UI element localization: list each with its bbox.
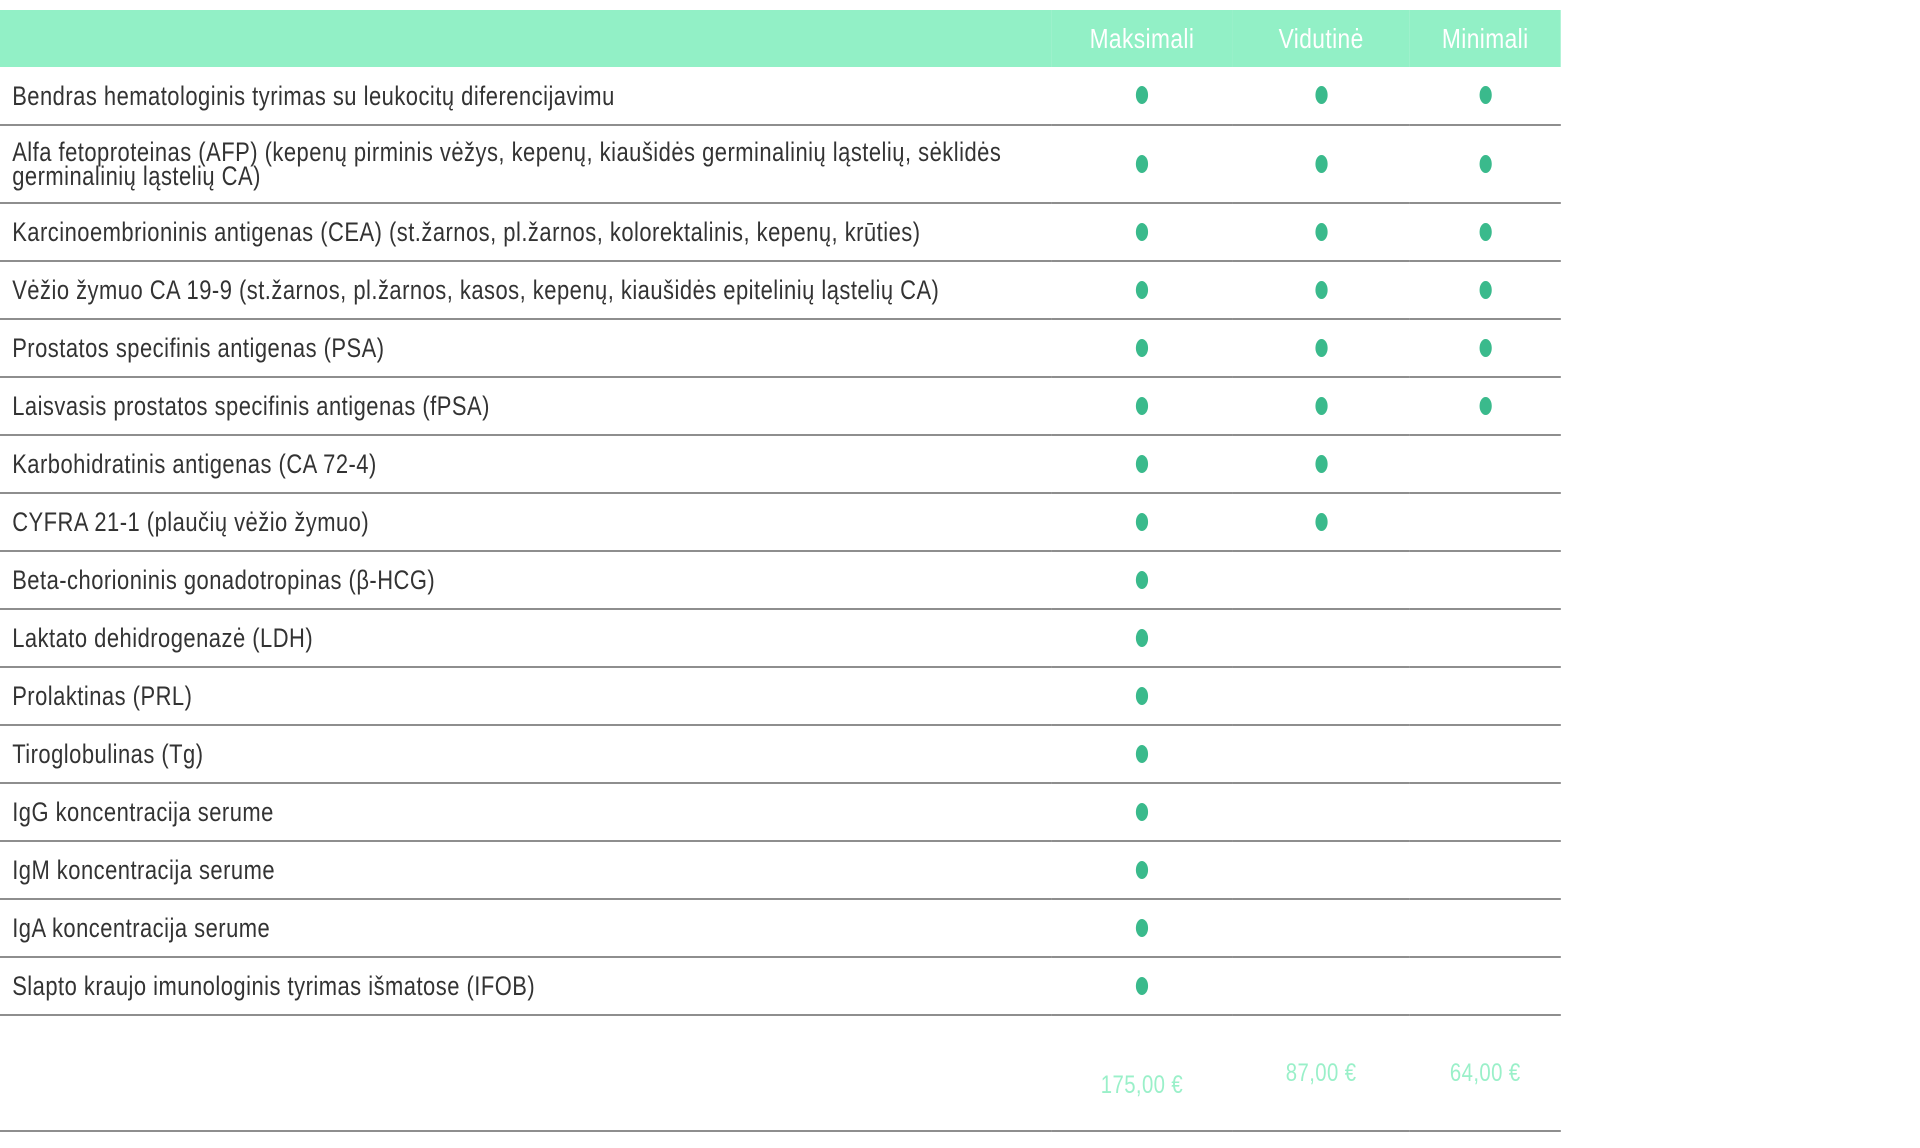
table-row (0, 67, 1920, 125)
inclusion-cell-minimal (1410, 261, 1561, 319)
included-dot-icon (1479, 223, 1491, 241)
table-row (0, 725, 1920, 783)
price-maximal: 175,00 € (1100, 1070, 1184, 1099)
inclusion-cell-maximal (1051, 125, 1232, 203)
inclusion-cell-minimal (1410, 125, 1561, 203)
included-dot-icon (1136, 977, 1148, 995)
inclusion-cell-maximal (1051, 551, 1232, 609)
inclusion-cell-minimal (1410, 435, 1561, 493)
inclusion-cell-minimal (1410, 725, 1561, 783)
included-dot-icon (1479, 397, 1491, 415)
inclusion-cell-maximal (1051, 609, 1232, 667)
included-dot-icon (1315, 223, 1327, 241)
inclusion-cell-medium (1233, 551, 1410, 609)
included-dot-icon (1315, 339, 1327, 357)
table-row (0, 899, 1920, 957)
row-gap (1561, 667, 1920, 725)
test-name: Tiroglobulinas (Tg) (0, 725, 1051, 783)
test-name: Laktato dehidrogenazė (LDH) (0, 609, 1051, 667)
table-row (0, 493, 1920, 551)
test-name: Slapto kraujo imunologinis tyrimas išmatose (IFOB) (0, 957, 1051, 1015)
table-row (0, 667, 1920, 725)
row-gap (1561, 551, 1920, 609)
inclusion-cell-maximal (1051, 725, 1232, 783)
inclusion-cell-medium (1233, 261, 1410, 319)
inclusion-cell-minimal (1410, 899, 1561, 957)
test-name: Karcinoembrioninis antigenas (CEA) (st.žarnos, pl.žarnos, kolorektalinis, kepenų, krūties) (0, 203, 1051, 261)
inclusion-cell-maximal (1051, 435, 1232, 493)
test-name: Beta-chorioninis gonadotropinas (β-HCG) (0, 551, 1051, 609)
inclusion-cell-medium (1233, 667, 1410, 725)
row-gap (1561, 67, 1920, 125)
row-gap (1561, 899, 1920, 957)
inclusion-cell-medium (1233, 899, 1410, 957)
column-header-maximal: Maksimali (1051, 10, 1232, 67)
table-row (0, 957, 1920, 1015)
test-name: Prostatos specifinis antigenas (PSA) (0, 319, 1051, 377)
column-header-medium: Vidutinė (1233, 10, 1410, 67)
inclusion-cell-medium (1233, 203, 1410, 261)
included-dot-icon (1136, 281, 1148, 299)
inclusion-cell-maximal (1051, 377, 1232, 435)
inclusion-cell-maximal (1051, 841, 1232, 899)
included-dot-icon (1136, 455, 1148, 473)
test-name: IgA koncentracija serume (0, 899, 1051, 957)
inclusion-cell-minimal (1410, 667, 1561, 725)
included-dot-icon (1479, 339, 1491, 357)
inclusion-cell-maximal (1051, 899, 1232, 957)
included-dot-icon (1136, 861, 1148, 879)
included-dot-icon (1136, 919, 1148, 937)
row-gap (1561, 203, 1920, 261)
table-row (0, 319, 1920, 377)
table-row (0, 203, 1920, 261)
inclusion-cell-medium (1233, 609, 1410, 667)
inclusion-cell-maximal (1051, 957, 1232, 1015)
inclusion-cell-medium (1233, 725, 1410, 783)
included-dot-icon (1136, 339, 1148, 357)
included-dot-icon (1136, 223, 1148, 241)
inclusion-cell-minimal (1410, 957, 1561, 1015)
table-header (0, 10, 1920, 67)
included-dot-icon (1136, 687, 1148, 705)
included-dot-icon (1315, 86, 1327, 104)
table-row (0, 125, 1920, 203)
column-header-minimal: Minimali (1410, 10, 1561, 67)
table-row (0, 551, 1920, 609)
included-dot-icon (1136, 513, 1148, 531)
inclusion-cell-minimal (1410, 783, 1561, 841)
price-medium: 87,00 € (1285, 1058, 1357, 1087)
included-dot-icon (1136, 745, 1148, 763)
included-dot-icon (1136, 629, 1148, 647)
test-name: IgM koncentracija serume (0, 841, 1051, 899)
included-dot-icon (1479, 155, 1491, 173)
included-dot-icon (1315, 155, 1327, 173)
price-cell-maximal (1051, 1015, 1232, 1131)
comparison-table (0, 10, 1920, 1132)
row-gap (1561, 319, 1920, 377)
table-row (0, 841, 1920, 899)
row-gap (1561, 841, 1920, 899)
included-dot-icon (1315, 281, 1327, 299)
test-name: Prolaktinas (PRL) (0, 667, 1051, 725)
inclusion-cell-minimal (1410, 841, 1561, 899)
inclusion-cell-medium (1233, 783, 1410, 841)
row-gap (1561, 377, 1920, 435)
inclusion-cell-medium (1233, 67, 1410, 125)
row-gap (1561, 435, 1920, 493)
test-name: Bendras hematologinis tyrimas su leukocitų diferencijavimu (0, 67, 1051, 125)
inclusion-cell-maximal (1051, 261, 1232, 319)
inclusion-cell-minimal (1410, 551, 1561, 609)
included-dot-icon (1136, 571, 1148, 589)
inclusion-cell-medium (1233, 319, 1410, 377)
inclusion-cell-maximal (1051, 203, 1232, 261)
inclusion-cell-minimal (1410, 493, 1561, 551)
included-dot-icon (1479, 86, 1491, 104)
table-row (0, 609, 1920, 667)
inclusion-cell-minimal (1410, 203, 1561, 261)
price-cell-medium (1233, 1015, 1410, 1131)
included-dot-icon (1136, 86, 1148, 104)
price-cell-minimal (1410, 1015, 1561, 1131)
header-blank-cell (0, 10, 1051, 67)
price-row (0, 1015, 1920, 1131)
included-dot-icon (1315, 513, 1327, 531)
test-name: Karbohidratinis antigenas (CA 72-4) (0, 435, 1051, 493)
price-label-cell (0, 1015, 1051, 1131)
table-row (0, 783, 1920, 841)
row-gap (1561, 609, 1920, 667)
inclusion-cell-medium (1233, 125, 1410, 203)
test-name: Alfa fetoproteinas (AFP) (kepenų pirminis vėžys, kepenų, kiaušidės germinalinių ląstelių, sėklidės germinalinių ląstelių CA) (0, 125, 1051, 203)
row-gap (1561, 493, 1920, 551)
inclusion-cell-maximal (1051, 319, 1232, 377)
inclusion-cell-minimal (1410, 319, 1561, 377)
inclusion-cell-maximal (1051, 783, 1232, 841)
test-name: Vėžio žymuo CA 19-9 (st.žarnos, pl.žarnos, kasos, kepenų, kiaušidės epitelinių ląstelių CA) (0, 261, 1051, 319)
test-name: Laisvasis prostatos specifinis antigenas (fPSA) (0, 377, 1051, 435)
included-dot-icon (1479, 281, 1491, 299)
inclusion-cell-maximal (1051, 67, 1232, 125)
inclusion-cell-maximal (1051, 493, 1232, 551)
table-row (0, 261, 1920, 319)
test-name: CYFRA 21-1 (plaučių vėžio žymuo) (0, 493, 1051, 551)
row-gap (1561, 725, 1920, 783)
included-dot-icon (1136, 155, 1148, 173)
inclusion-cell-medium (1233, 435, 1410, 493)
included-dot-icon (1136, 397, 1148, 415)
inclusion-cell-medium (1233, 377, 1410, 435)
included-dot-icon (1315, 455, 1327, 473)
package-comparison (0, 10, 1560, 1132)
inclusion-cell-maximal (1051, 667, 1232, 725)
inclusion-cell-medium (1233, 841, 1410, 899)
inclusion-cell-minimal (1410, 377, 1561, 435)
inclusion-cell-medium (1233, 957, 1410, 1015)
row-gap (1561, 957, 1920, 1015)
row-gap (1561, 261, 1920, 319)
table-body (0, 67, 1920, 1131)
inclusion-cell-minimal (1410, 609, 1561, 667)
inclusion-cell-medium (1233, 493, 1410, 551)
price-minimal: 64,00 € (1449, 1058, 1521, 1087)
included-dot-icon (1136, 803, 1148, 821)
header-gap (1561, 10, 1920, 67)
table-row (0, 435, 1920, 493)
row-gap (1561, 125, 1920, 203)
price-gap (1561, 1015, 1920, 1131)
test-name: IgG koncentracija serume (0, 783, 1051, 841)
row-gap (1561, 783, 1920, 841)
included-dot-icon (1315, 397, 1327, 415)
table-row (0, 377, 1920, 435)
inclusion-cell-minimal (1410, 67, 1561, 125)
